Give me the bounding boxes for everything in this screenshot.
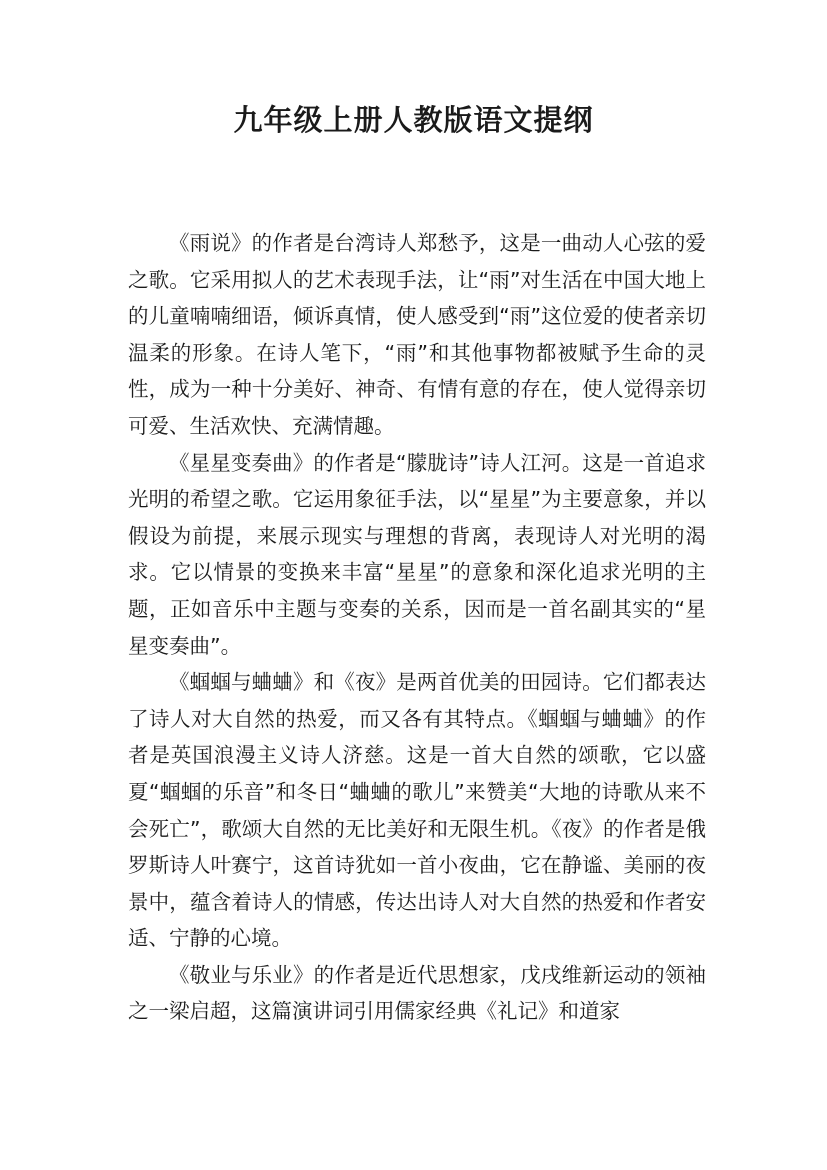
paragraph-yu-shuo: 《雨说》的作者是台湾诗人郑愁予，这是一曲动人心弦的爱之歌。它采用拟人的艺术表现手法，让“雨”对生活在中国大地上的儿童喃喃细语，倾诉真情，使人感受到“雨”这位爱的使者亲切温柔的形象。在诗人笔下，“雨”和其他事物都被赋予生命的灵性，成为一种十分美好、神奇、有情有意的存在，使人觉得亲切可爱、生活欢快、充满情趣。 [128,231,706,438]
document-body [128,225,706,1030]
paragraph-guoguo-ququ-ye: 《蝈蝈与蛐蛐》和《夜》是两首优美的田园诗。它们都表达了诗人对大自然的热爱，而又各有其特点。《蝈蝈与蛐蛐》的作者是英国浪漫主义诗人济慈。这是一首大自然的颂歌，它以盛夏“蝈蝈的乐音”和冬日“蛐蛐的歌儿”来赞美“大地的诗歌从来不会死亡”，歌颂大自然的无比美好和无限生机。《夜》的作者是俄罗斯诗人叶赛宁，这首诗犹如一首小夜曲，它在静谧、美丽的夜景中，蕴含着诗人的情感，传达出诗人对大自然的热爱和作者安适、宁静的心境。 [128,670,706,951]
document-title: 九年级上册人教版语文提纲 [233,103,594,137]
paragraph-jingye-leye: 《敬业与乐业》的作者是近代思想家，戊戌维新运动的领袖之一梁启超，这篇演讲词引用儒家经典《礼记》和道家 [128,962,706,1024]
paragraph-xingxing-bianzouqu: 《星星变奏曲》的作者是“朦胧诗”诗人江河。这是一首追求光明的希望之歌。它运用象征手法，以“星星”为主要意象，并以假设为前提，来展示现实与理想的背离，表现诗人对光明的渴求。它以情景的变换来丰富“星星”的意象和深化追求光明的主题，正如音乐中主题与变奏的关系，因而是一首名副其实的“星星变奏曲”。 [128,450,706,658]
